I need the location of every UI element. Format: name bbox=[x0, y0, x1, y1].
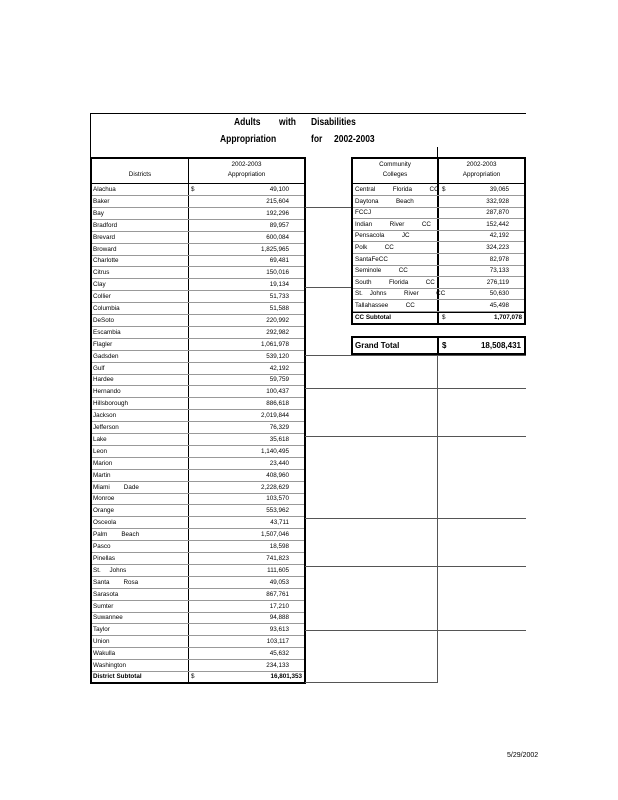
college-value: 324,223 bbox=[486, 244, 509, 251]
district-value: 93,613 bbox=[269, 626, 289, 634]
district-value: 89,957 bbox=[269, 221, 289, 229]
district-name: Sarasota bbox=[93, 590, 119, 598]
district-value: 539,120 bbox=[266, 352, 289, 360]
guide-h bbox=[305, 287, 351, 288]
district-name: Palm Beach bbox=[93, 531, 140, 539]
title-word-appropriation: Appropriation bbox=[220, 134, 277, 145]
district-value: 1,061,978 bbox=[260, 340, 289, 348]
district-name: Osceola bbox=[93, 519, 117, 527]
district-value: 553,962 bbox=[266, 507, 289, 515]
college-name: FCCJ bbox=[355, 209, 372, 217]
guide-h bbox=[305, 566, 526, 567]
college-name: Indian River CC bbox=[355, 220, 431, 228]
college-name: Daytona Beach bbox=[355, 197, 414, 205]
college-header-1: Community bbox=[379, 161, 411, 168]
college-value: 332,928 bbox=[486, 197, 509, 205]
district-name: Broward bbox=[93, 245, 117, 253]
district-value: 1,140,495 bbox=[260, 447, 289, 455]
college-currency-sign: $ bbox=[442, 186, 446, 193]
district-name: Hillsborough bbox=[93, 400, 129, 408]
district-value: 100,437 bbox=[266, 388, 289, 396]
district-name: Union bbox=[93, 638, 110, 646]
district-value: 886,618 bbox=[266, 400, 289, 408]
college-header-2: Colleges bbox=[382, 171, 408, 178]
district-name: Alachua bbox=[93, 186, 116, 193]
college-table-bottom bbox=[351, 323, 526, 325]
district-name: Pinellas bbox=[93, 554, 116, 562]
district-name: Martin bbox=[93, 471, 111, 479]
college-subtotal-value: 1,707,078 bbox=[493, 314, 522, 321]
district-name: Taylor bbox=[93, 626, 110, 634]
district-name: Bay bbox=[93, 209, 104, 217]
district-subtotal-label: District Subtotal bbox=[93, 673, 142, 680]
districts-header: Districts bbox=[128, 171, 152, 178]
guide-h bbox=[305, 436, 526, 437]
college-approp-header: Appropriation bbox=[462, 171, 501, 178]
district-name: Baker bbox=[93, 197, 110, 205]
grand-total-right bbox=[524, 336, 526, 355]
grand-total-label: Grand Total bbox=[355, 341, 400, 350]
guide-h bbox=[305, 682, 438, 683]
district-name: Gadsden bbox=[93, 352, 119, 360]
college-year-header: 2002-2003 bbox=[466, 161, 497, 168]
college-name: Seminole CC bbox=[355, 267, 408, 275]
guide-h bbox=[305, 630, 526, 631]
district-value: 1,825,965 bbox=[260, 245, 289, 253]
district-value: 69,481 bbox=[269, 257, 289, 265]
district-value: 19,134 bbox=[269, 281, 289, 289]
footer-date: 5/29/2002 bbox=[507, 752, 539, 759]
district-table-right bbox=[304, 157, 306, 684]
college-value: 50,630 bbox=[489, 290, 509, 298]
district-name: Hernando bbox=[93, 388, 121, 396]
college-name: South Florida CC bbox=[355, 278, 435, 286]
college-value: 82,978 bbox=[489, 255, 509, 263]
title-word-for: for bbox=[311, 134, 323, 145]
district-value: 1,507,046 bbox=[260, 531, 289, 539]
district-name: Clay bbox=[93, 281, 106, 289]
title-word-year: 2002-2003 bbox=[334, 134, 375, 145]
district-name: Monroe bbox=[93, 495, 115, 503]
college-subtotal-label: CC Subtotal bbox=[355, 314, 392, 321]
district-value: 220,992 bbox=[266, 316, 289, 324]
district-value: 49,100 bbox=[269, 186, 289, 193]
district-value: 234,133 bbox=[266, 662, 289, 669]
district-subtotal-value: 16,801,353 bbox=[270, 673, 302, 680]
district-value: 43,711 bbox=[270, 519, 289, 527]
district-name: Bradford bbox=[93, 221, 118, 229]
college-value: 42,192 bbox=[489, 232, 509, 240]
college-name: Tallahassee CC bbox=[355, 302, 415, 309]
district-value: 867,761 bbox=[266, 590, 289, 598]
grand-total-value: 18,508,431 bbox=[480, 341, 521, 350]
district-name: St. Johns bbox=[93, 566, 127, 574]
guide-h bbox=[305, 518, 526, 519]
district-name: Brevard bbox=[93, 233, 116, 241]
college-value: 276,119 bbox=[486, 278, 509, 286]
district-value: 59,759 bbox=[269, 376, 289, 384]
district-name: Marion bbox=[93, 459, 113, 467]
district-value: 2,019,844 bbox=[260, 412, 289, 420]
district-table-bottom bbox=[90, 682, 305, 684]
district-value: 76,329 bbox=[269, 424, 289, 431]
district-name: Washington bbox=[93, 662, 127, 669]
district-year-header: 2002-2003 bbox=[231, 161, 262, 168]
college-name: SantaFeCC bbox=[355, 255, 388, 263]
title-word-adults: Adults bbox=[234, 117, 261, 128]
district-name: Suwannee bbox=[93, 614, 123, 622]
district-name: Hardee bbox=[93, 376, 114, 384]
college-name: Central Florida CC bbox=[355, 186, 439, 193]
district-value: 49,053 bbox=[269, 578, 289, 586]
guide-h bbox=[305, 355, 526, 356]
district-name: Sumter bbox=[93, 602, 114, 610]
district-name: Lake bbox=[93, 435, 107, 443]
title-word-with: with bbox=[279, 117, 296, 128]
college-name: Pensacola JC bbox=[355, 232, 410, 240]
grand-total-left bbox=[351, 336, 353, 355]
district-name: Citrus bbox=[93, 269, 110, 277]
district-value: 42,192 bbox=[269, 364, 289, 372]
frame-top-line bbox=[90, 113, 526, 114]
college-value: 45,498 bbox=[489, 302, 509, 309]
district-value: 2,228,629 bbox=[260, 483, 289, 491]
district-value: 192,296 bbox=[266, 209, 289, 217]
district-value: 51,733 bbox=[269, 293, 289, 301]
district-value: 45,632 bbox=[269, 650, 289, 658]
frame-right-tick bbox=[437, 147, 438, 157]
district-name: Wakulla bbox=[93, 650, 116, 658]
district-value: 741,823 bbox=[266, 554, 289, 562]
district-name: Collier bbox=[93, 293, 111, 301]
district-value: 103,117 bbox=[266, 638, 289, 646]
district-name: Escambia bbox=[93, 328, 121, 336]
district-value: 23,440 bbox=[269, 459, 289, 467]
district-value: 111,605 bbox=[267, 566, 289, 574]
district-name: Jackson bbox=[93, 412, 117, 420]
district-name: Miami Dade bbox=[93, 483, 139, 491]
district-value: 600,084 bbox=[266, 233, 289, 241]
district-table-top bbox=[90, 157, 305, 159]
district-subtotal-currency: $ bbox=[191, 673, 195, 680]
district-value: 18,598 bbox=[269, 543, 289, 550]
college-value: 39,065 bbox=[489, 186, 509, 193]
district-value: 215,604 bbox=[266, 197, 289, 205]
district-name: Leon bbox=[93, 447, 108, 455]
district-approp-header: Appropriation bbox=[227, 171, 266, 178]
college-name: St. Johns River CC bbox=[355, 290, 446, 298]
grand-total-currency: $ bbox=[442, 341, 447, 350]
college-value: 73,133 bbox=[489, 267, 509, 275]
district-value: 51,588 bbox=[269, 305, 289, 312]
district-name: Flagler bbox=[93, 340, 113, 348]
district-value: 292,982 bbox=[266, 328, 289, 336]
district-name: Orange bbox=[93, 507, 115, 515]
guide-h bbox=[305, 207, 351, 208]
district-name: Pasco bbox=[93, 543, 111, 550]
district-value: 408,960 bbox=[266, 471, 289, 479]
district-name: Santa Rosa bbox=[93, 578, 139, 586]
district-value: 150,016 bbox=[266, 269, 289, 277]
title-word-disabilities: Disabilities bbox=[311, 117, 356, 128]
district-name: Charlotte bbox=[93, 257, 119, 265]
district-name: DeSoto bbox=[93, 316, 115, 324]
district-value: 103,570 bbox=[266, 495, 289, 503]
district-currency-sign: $ bbox=[191, 186, 195, 193]
district-value: 35,618 bbox=[269, 435, 289, 443]
district-value: 17,210 bbox=[269, 602, 289, 610]
guide-h bbox=[305, 388, 526, 389]
district-name: Jefferson bbox=[93, 424, 119, 431]
college-value: 287,870 bbox=[486, 209, 509, 217]
district-name: Columbia bbox=[93, 305, 120, 312]
college-value: 152,442 bbox=[486, 220, 509, 228]
district-value: 94,888 bbox=[269, 614, 289, 622]
district-name: Gulf bbox=[93, 364, 105, 372]
college-subtotal-currency: $ bbox=[442, 314, 446, 321]
college-name: Polk CC bbox=[355, 244, 394, 251]
frame-left-line bbox=[90, 113, 91, 158]
